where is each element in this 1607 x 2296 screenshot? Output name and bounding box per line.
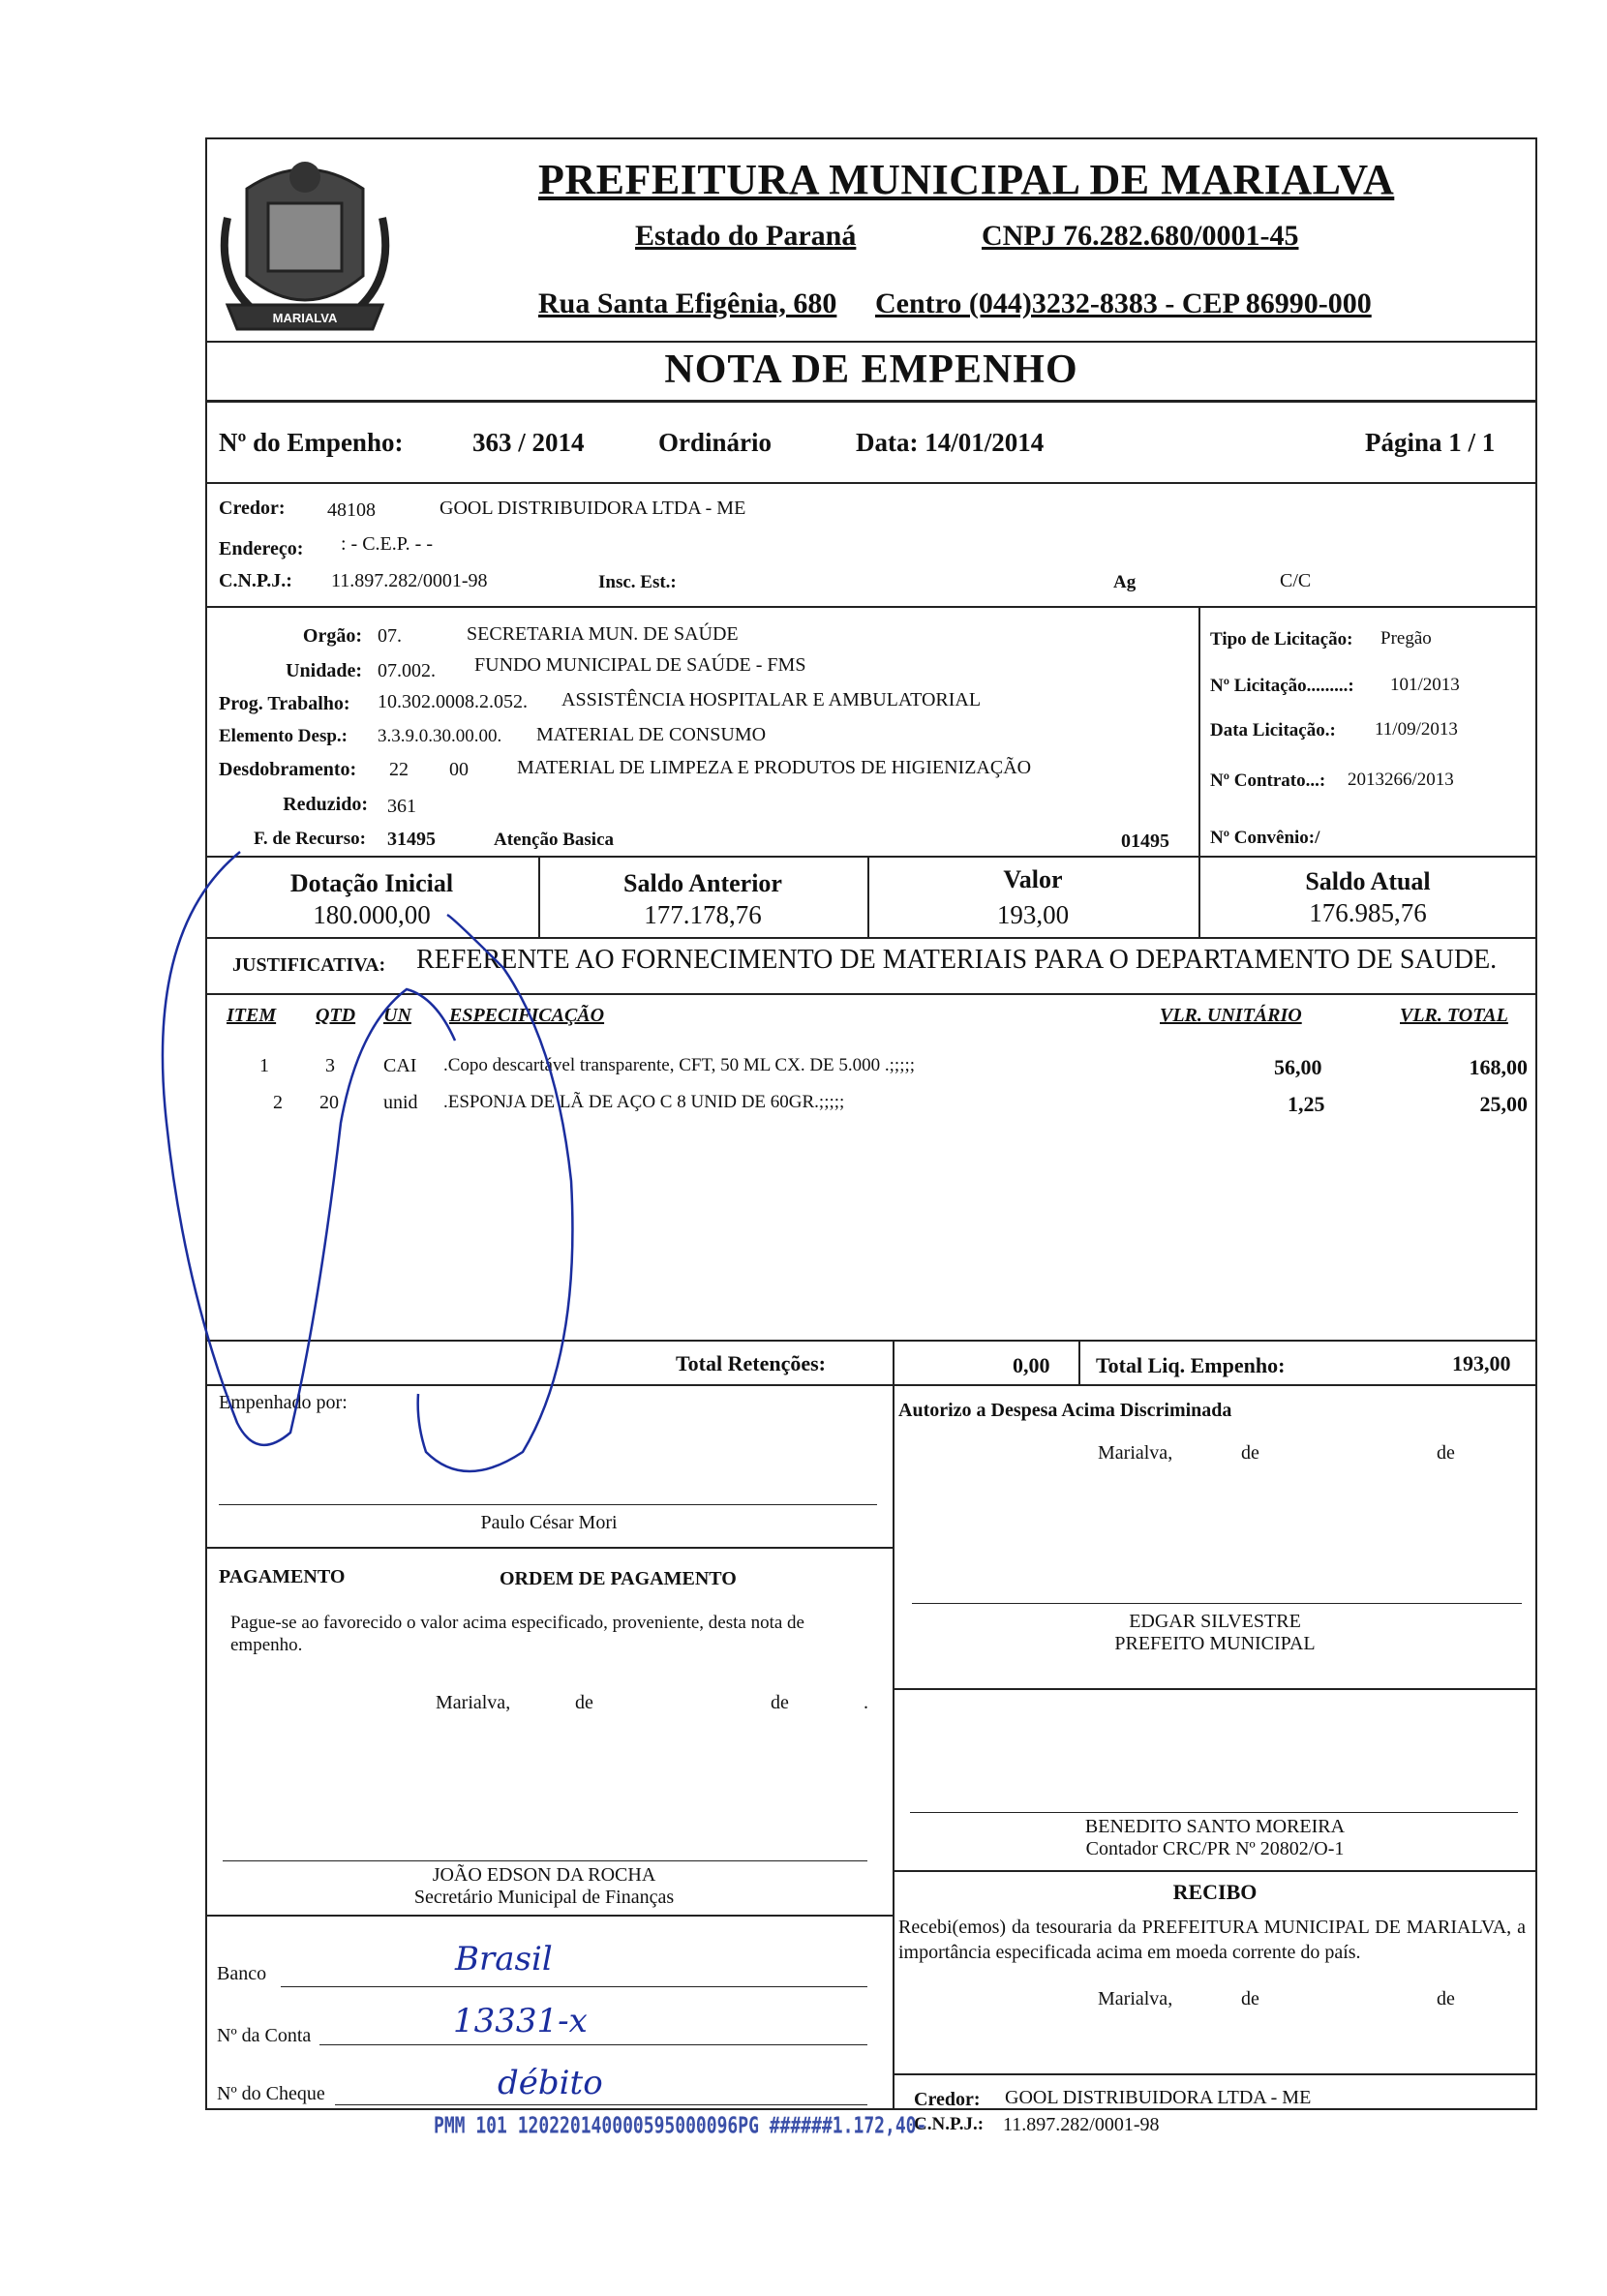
- empenhado-name: Paulo César Mori: [480, 1512, 618, 1533]
- recibo-credor-label: Credor:: [914, 2089, 981, 2110]
- cheque-value: débito: [498, 2064, 603, 2102]
- row-un: unid: [383, 1092, 418, 1113]
- saldo-anterior-label: Saldo Anterior: [623, 869, 782, 897]
- desdobramento-code-1: 22: [389, 759, 409, 780]
- insc-label: Insc. Est.:: [598, 572, 677, 592]
- empenho-number: 363 / 2014: [472, 428, 585, 457]
- row-un: CAI: [383, 1055, 417, 1076]
- svg-text:MARIALVA: MARIALVA: [272, 311, 338, 325]
- desdobramento-code-2: 00: [449, 759, 469, 780]
- page-number: Página 1 / 1: [1365, 428, 1496, 457]
- numero-licitacao-label: Nº Licitação.........:: [1210, 676, 1354, 696]
- prefeito-role: PREFEITO MUNICIPAL: [1114, 1633, 1316, 1654]
- col-vlr-total: VLR. TOTAL: [1400, 1005, 1508, 1026]
- col-vlr-unitario: VLR. UNITÁRIO: [1160, 1005, 1302, 1026]
- secretario-name: JOÃO EDSON DA ROCHA: [432, 1864, 656, 1886]
- secretario-role: Secretário Municipal de Finanças: [413, 1887, 675, 1908]
- street-address: Rua Santa Efigênia, 680: [538, 287, 837, 319]
- recibo-credor-value: GOOL DISTRIBUIDORA LTDA - ME: [1005, 2087, 1312, 2108]
- elemento-code: 3.3.9.0.30.00.00.: [378, 726, 502, 746]
- conta-label: Nº da Conta: [217, 2025, 312, 2046]
- cnpj-value: 11.897.282/0001-98: [331, 570, 488, 591]
- pague-city: Marialva,: [436, 1692, 511, 1713]
- col-un: UN: [383, 1005, 411, 1026]
- autorizo-city: Marialva,: [1098, 1442, 1173, 1464]
- endereco-label: Endereço:: [219, 538, 304, 559]
- pagamento-label: PAGAMENTO: [219, 1566, 346, 1587]
- saldo-atual-label: Saldo Atual: [1305, 867, 1431, 895]
- banco-value: Brasil: [455, 1940, 553, 1979]
- liquido-value: 193,00: [1452, 1351, 1511, 1375]
- prog-code: 10.302.0008.2.052.: [378, 691, 528, 712]
- dotacao-value: 180.000,00: [313, 900, 431, 929]
- unidade-label: Unidade:: [286, 660, 362, 681]
- empenho-date: Data: 14/01/2014: [856, 428, 1045, 457]
- ordem-pagamento-label: ORDEM DE PAGAMENTO: [500, 1568, 737, 1589]
- pague-de-1: de: [575, 1692, 593, 1713]
- row-qtd: 20: [319, 1092, 339, 1113]
- saldo-anterior-value: 177.178,76: [644, 900, 762, 929]
- desdobramento-name: MATERIAL DE LIMPEZA E PRODUTOS DE HIGIENIZAÇÃO: [517, 757, 1032, 778]
- table-row: 1: [259, 1055, 269, 1076]
- row-desc: .Copo descartável transparente, CFT, 50 ML CX. DE 5.000 .;;;;;: [443, 1055, 916, 1075]
- cnpj-header: CNPJ 76.282.680/0001-45: [982, 220, 1299, 252]
- table-row: 2: [273, 1092, 283, 1113]
- prefeito-name: EDGAR SILVESTRE: [1129, 1611, 1301, 1632]
- desdobramento-label: Desdobramento:: [219, 759, 357, 780]
- secretario-signature: [205, 1864, 883, 1909]
- doc-title: NOTA DE EMPENHO: [664, 347, 1078, 392]
- cheque-label: Nº do Cheque: [217, 2083, 325, 2104]
- retencoes-value: 0,00: [1013, 1353, 1050, 1377]
- saldo-atual-value: 176.985,76: [1309, 898, 1427, 927]
- pague-text: Pague-se ao favorecido o valor acima especificado, proveniente, desta nota de empenho.: [230, 1613, 804, 1655]
- contrato-label: Nº Contrato...:: [1210, 770, 1326, 791]
- dotacao-label: Dotação Inicial: [289, 869, 454, 897]
- credor-code: 48108: [327, 499, 376, 521]
- recurso-code: 31495: [387, 829, 436, 850]
- empenhado-label: Empenhado por:: [219, 1392, 348, 1413]
- credor-label: Credor:: [219, 498, 286, 519]
- page-title: PREFEITURA MUNICIPAL DE MARIALVA: [538, 156, 1395, 203]
- tipo-licitacao-label: Tipo de Licitação:: [1210, 629, 1353, 650]
- recibo-city: Marialva,: [1098, 1988, 1173, 2009]
- pague-dot: .: [864, 1692, 868, 1713]
- ag-label: Ag: [1113, 572, 1137, 592]
- liquido-label: Total Liq. Empenho:: [1096, 1353, 1286, 1377]
- cc-label: C/C: [1280, 570, 1312, 591]
- elemento-label: Elemento Desp.:: [219, 726, 348, 746]
- recibo-cnpj-value: 11.897.282/0001-98: [1003, 2114, 1160, 2135]
- col-qtd: QTD: [316, 1005, 356, 1026]
- autorizo-de-1: de: [1241, 1442, 1259, 1464]
- contador-name: BENEDITO SANTO MOREIRA: [1084, 1816, 1346, 1837]
- empenho-label: Nº do Empenho:: [219, 428, 404, 457]
- orgao-label: Orgão:: [302, 625, 362, 647]
- coat-of-arms: [208, 150, 407, 344]
- justificativa-label: JUSTIFICATIVA:: [232, 954, 386, 976]
- col-especificacao: ESPECIFICAÇÃO: [449, 1005, 605, 1026]
- recurso-right: 01495: [1121, 831, 1169, 852]
- convenio-label: Nº Convênio:/: [1210, 828, 1320, 848]
- data-licitacao-value: 11/09/2013: [1375, 719, 1458, 740]
- reduzido-label: Reduzido:: [283, 794, 368, 815]
- credor-name: GOOL DISTRIBUIDORA LTDA - ME: [440, 498, 746, 519]
- reduzido-value: 361: [387, 796, 416, 817]
- valor-label: Valor: [1003, 865, 1063, 893]
- cnpj-label: C.N.P.J.:: [219, 570, 292, 591]
- orgao-code: 07.: [378, 625, 402, 647]
- recibo-text: Recebi(emos) da tesouraria da PREFEITURA MUNICIPAL DE MARIALVA, a importância especificada acima em moeda corrente do país.: [898, 1917, 1526, 1963]
- valor-value: 193,00: [996, 900, 1070, 929]
- data-licitacao-label: Data Licitação.:: [1210, 720, 1336, 740]
- justificativa-text: REFERENTE AO FORNECIMENTO DE MATERIAIS PARA O DEPARTAMENTO DE SAUDE.: [416, 945, 1498, 975]
- prog-name: ASSISTÊNCIA HOSPITALAR E AMBULATORIAL: [561, 689, 982, 710]
- empenho-type: Ordinário: [658, 428, 773, 457]
- orgao-name: SECRETARIA MUN. DE SAÚDE: [467, 623, 739, 645]
- recibo-de-2: de: [1437, 1988, 1455, 2009]
- conta-value: 13331-x: [453, 2002, 588, 2040]
- recurso-label: F. de Recurso:: [254, 829, 366, 849]
- contador-role: Contador CRC/PR Nº 20802/O-1: [1085, 1838, 1345, 1859]
- autorizo-label: Autorizo a Despesa Acima Discriminada: [898, 1400, 1232, 1421]
- recurso-name: Atenção Basica: [494, 830, 615, 850]
- unidade-code: 07.002.: [378, 660, 436, 681]
- banco-label: Banco: [217, 1963, 267, 1984]
- pague-de-2: de: [771, 1692, 789, 1713]
- row-total: 168,00: [1469, 1055, 1528, 1079]
- contrato-value: 2013266/2013: [1348, 770, 1454, 790]
- row-unit: 56,00: [1274, 1055, 1322, 1079]
- col-item: ITEM: [227, 1005, 277, 1026]
- row-qtd: 3: [325, 1055, 335, 1076]
- retencoes-label: Total Retenções:: [676, 1351, 826, 1375]
- recibo-title: RECIBO: [1172, 1880, 1258, 1904]
- endereco-value: : - C.E.P. - -: [341, 533, 433, 555]
- contador-signature: [893, 1816, 1537, 1860]
- row-total: 25,00: [1479, 1092, 1528, 1116]
- state-name: Estado do Paraná: [635, 220, 857, 252]
- prefeito-signature: [893, 1611, 1537, 1655]
- unidade-name: FUNDO MUNICIPAL DE SAÚDE - FMS: [474, 654, 806, 676]
- row-desc: .ESPONJA DE LÃ DE AÇO C 8 UNID DE 60GR.;;;;;: [443, 1092, 845, 1112]
- prog-label: Prog. Trabalho:: [219, 693, 350, 714]
- numero-licitacao-value: 101/2013: [1390, 675, 1460, 695]
- elemento-name: MATERIAL DE CONSUMO: [536, 724, 767, 745]
- contact-line: Centro (044)3232-8383 - CEP 86990-000: [875, 287, 1372, 319]
- row-unit: 1,25: [1288, 1092, 1325, 1116]
- tipo-licitacao-value: Pregão: [1380, 628, 1432, 649]
- autorizo-de-2: de: [1437, 1442, 1455, 1464]
- recibo-cnpj-label: C.N.P.J.:: [914, 2114, 985, 2134]
- recibo-de-1: de: [1241, 1988, 1259, 2009]
- stamp-code: PMM 101 120220140000595000096PG ######1.172,40-: [434, 2112, 927, 2140]
